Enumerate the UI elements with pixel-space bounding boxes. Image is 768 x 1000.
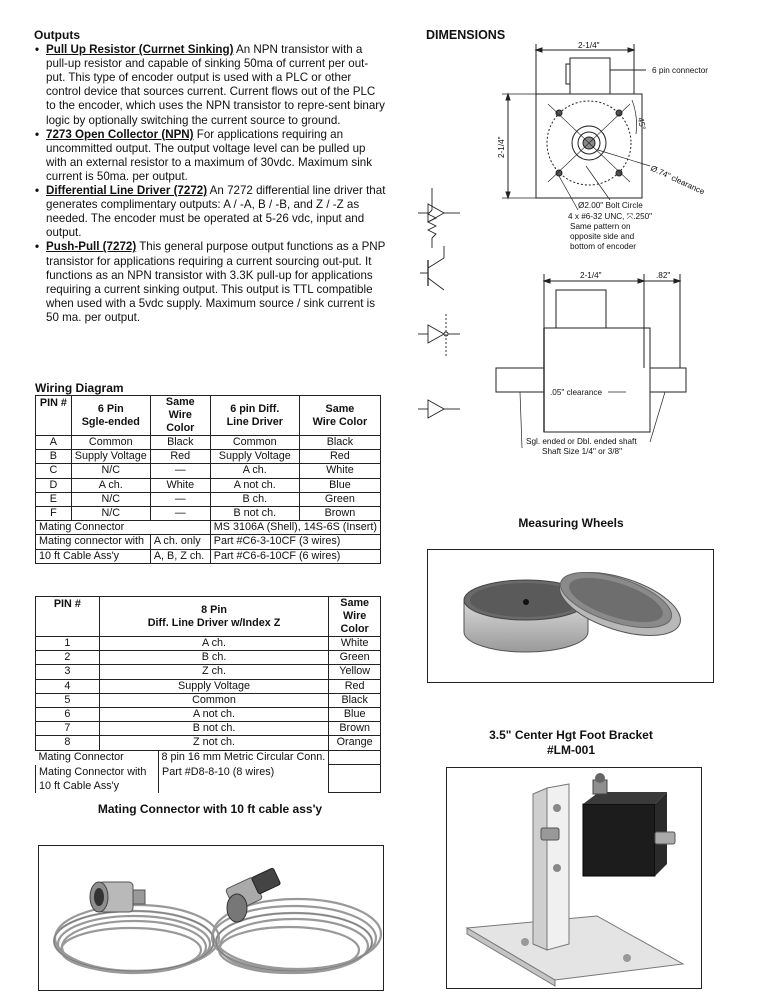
mating-label: Mating Connector bbox=[36, 521, 211, 535]
bracket-image bbox=[447, 768, 701, 988]
cell: — bbox=[150, 506, 210, 520]
dim-height-left: 2-1/4" bbox=[497, 136, 506, 158]
cell: B not ch. bbox=[99, 722, 329, 736]
wiring-table-6pin bbox=[35, 395, 381, 564]
dim-note-line: bottom of encoder bbox=[570, 242, 636, 251]
dim-connector: 6 pin connector bbox=[652, 66, 708, 75]
foot-bracket-photo bbox=[446, 767, 702, 989]
table-row bbox=[36, 679, 381, 693]
cell: Blue bbox=[329, 707, 381, 721]
cell: B bbox=[36, 450, 72, 464]
dim-note-line: Same pattern on bbox=[570, 222, 631, 231]
cell: Supply Voltage bbox=[99, 679, 329, 693]
col-header: Same Wire Color bbox=[299, 396, 380, 436]
cell: A ch. bbox=[99, 637, 329, 651]
wiring-table-8pin bbox=[35, 596, 381, 793]
cell: 1 bbox=[36, 637, 100, 651]
output-term: Push-Pull (7272) bbox=[46, 240, 137, 254]
cell: Orange bbox=[329, 736, 381, 750]
cell: Red bbox=[150, 450, 210, 464]
cable-label: 10 ft Cable Ass'y bbox=[39, 779, 120, 792]
measuring-wheels-photo bbox=[427, 549, 714, 683]
cable-part: Part #D8-8-10 (8 wires) bbox=[162, 765, 275, 778]
cell: B ch. bbox=[210, 492, 299, 506]
cell: Supply Voltage bbox=[71, 450, 150, 464]
cell: A ch. bbox=[71, 478, 150, 492]
cell: White bbox=[329, 637, 381, 651]
col-header: Same Wire Color bbox=[329, 597, 381, 637]
cable-part: Part #C6-6-10CF (6 wires) bbox=[210, 549, 380, 563]
cell: Common bbox=[71, 436, 150, 450]
output-term: 7273 Open Collector (NPN) bbox=[46, 127, 194, 141]
cell: D bbox=[36, 478, 72, 492]
cable-label: Mating Connector with bbox=[39, 765, 147, 778]
col-header: PIN # bbox=[36, 597, 100, 637]
table-row bbox=[36, 492, 381, 506]
dim-angle: 45° bbox=[636, 116, 648, 131]
table-row bbox=[36, 450, 381, 464]
cell: Black bbox=[299, 436, 380, 450]
mating-value: MS 3106A (Shell), 14S-6S (Insert) bbox=[210, 521, 380, 535]
cell: 2 bbox=[36, 651, 100, 665]
cell: Common bbox=[99, 693, 329, 707]
table-row-cable bbox=[36, 765, 381, 793]
cell: Z not ch. bbox=[99, 736, 329, 750]
table-row bbox=[36, 506, 381, 520]
dim-bolt-circle: Ø2.00" Bolt Circle bbox=[578, 201, 643, 210]
dimensions-drawing bbox=[400, 38, 768, 468]
output-desc: For applications requiring an uncommitted output. The output voltage level can be pulled up with an external resistor to a maximum of 30vdc. Maximum sink current is 50ma. per output. bbox=[46, 127, 373, 183]
cell: White bbox=[150, 478, 210, 492]
caption-measuring-wheels: Measuring Wheels bbox=[518, 516, 624, 530]
table-row bbox=[36, 693, 381, 707]
cell: Black bbox=[150, 436, 210, 450]
cell: A bbox=[36, 436, 72, 450]
cell: 8 bbox=[36, 736, 100, 750]
dim-side-offset: .82" bbox=[656, 271, 671, 280]
dim-shaft-size: Shaft Size 1/4" or 3/8" bbox=[542, 447, 623, 456]
col-header: Same Wire Color bbox=[150, 396, 210, 436]
cable-option: A ch. only bbox=[150, 535, 210, 549]
wiring-diagram-title: Wiring Diagram bbox=[35, 381, 124, 395]
cell: Supply Voltage bbox=[210, 450, 299, 464]
cell: White bbox=[299, 464, 380, 478]
caption-bracket bbox=[427, 728, 715, 758]
mating-label: Mating Connector bbox=[36, 751, 159, 765]
bracket-title: 3.5" Center Hgt Foot Bracket bbox=[489, 728, 653, 742]
cell: Common bbox=[210, 436, 299, 450]
cell: F bbox=[36, 506, 72, 520]
cell: Black bbox=[329, 693, 381, 707]
dim-side-width: 2-1/4" bbox=[580, 271, 602, 280]
col-header: 6 pin Diff. Line Driver bbox=[210, 396, 299, 436]
cable-coil-image bbox=[39, 846, 383, 990]
cable-label: Mating connector with bbox=[36, 535, 151, 549]
dim-width-top: 2-1/4" bbox=[578, 41, 600, 50]
cell: N/C bbox=[71, 506, 150, 520]
output-desc: This general purpose output functions as a PNP transistor for applications requiring a current sourcing out-put. It functions as an NPN transistor with 3.3K pull-up for applications requiring a current sinking output. This output is TTL compatible when used with a 5vdc supply. Maximum source / sink current is 50 ma. per output. bbox=[46, 240, 386, 324]
table-header-row bbox=[36, 597, 381, 637]
cable-label: 10 ft Cable Ass'y bbox=[36, 549, 151, 563]
table-row bbox=[36, 665, 381, 679]
cell: 6 bbox=[36, 707, 100, 721]
wheels-image bbox=[428, 550, 713, 682]
table-row-mating bbox=[36, 750, 381, 765]
col-header: 8 Pin Diff. Line Driver w/Index Z bbox=[99, 597, 329, 637]
cell: Red bbox=[329, 679, 381, 693]
output-term: Pull Up Resistor (Currnet Sinking) bbox=[46, 43, 234, 57]
cell: Green bbox=[299, 492, 380, 506]
cell: — bbox=[150, 492, 210, 506]
mating-connector-photo bbox=[38, 845, 384, 991]
cable-option: A, B, Z ch. bbox=[150, 549, 210, 563]
dim-side-clearance: .05" clearance bbox=[550, 388, 603, 397]
output-item-push-pull bbox=[34, 240, 386, 325]
table-row bbox=[36, 478, 381, 492]
table-row-cable bbox=[36, 535, 381, 549]
dim-holes: 4 x #6-32 UNC, ⤧.250" bbox=[568, 212, 653, 221]
outputs-section bbox=[34, 28, 386, 325]
table-row-cable bbox=[36, 549, 381, 563]
table-header-row bbox=[36, 396, 381, 436]
cable-part: Part #C6-3-10CF (3 wires) bbox=[210, 535, 380, 549]
output-item-line-driver bbox=[34, 184, 386, 240]
cell: 7 bbox=[36, 722, 100, 736]
cell: E bbox=[36, 492, 72, 506]
table-row bbox=[36, 651, 381, 665]
cell: 5 bbox=[36, 693, 100, 707]
cell: — bbox=[150, 464, 210, 478]
dim-note-line: opposite side and bbox=[570, 232, 635, 241]
cell: Green bbox=[329, 651, 381, 665]
outputs-list bbox=[34, 43, 386, 325]
table-row bbox=[36, 436, 381, 450]
mating-value: 8 pin 16 mm Metric Circular Conn. bbox=[161, 750, 326, 763]
table-row bbox=[36, 464, 381, 478]
table-row bbox=[36, 736, 381, 750]
output-item-open-collector bbox=[34, 128, 386, 184]
cell: N/C bbox=[71, 464, 150, 478]
cell: Red bbox=[299, 450, 380, 464]
col-header: 6 Pin Sgle-ended bbox=[71, 396, 150, 436]
cell: A not ch. bbox=[99, 707, 329, 721]
cell: A ch. bbox=[210, 464, 299, 478]
outputs-heading: Outputs bbox=[34, 28, 80, 42]
cell: A not ch. bbox=[210, 478, 299, 492]
table-row-mating bbox=[36, 521, 381, 535]
output-desc: An 7272 differential line driver that generates complimentary outputs: A / -A, B / -B, and Z / -Z as needed. The encoder must be operated at 5-26 vdc, input and output. bbox=[46, 184, 386, 240]
cell: Brown bbox=[299, 506, 380, 520]
cell: 4 bbox=[36, 679, 100, 693]
cell: N/C bbox=[71, 492, 150, 506]
col-header: PIN # bbox=[36, 396, 72, 436]
bracket-part: #LM-001 bbox=[546, 743, 596, 757]
output-item-pullup bbox=[34, 43, 386, 128]
output-term: Differential Line Driver (7272) bbox=[46, 184, 208, 198]
table-row bbox=[36, 637, 381, 651]
dim-hub-clearance: Ø.74" clearance bbox=[649, 163, 706, 197]
cell: Brown bbox=[329, 722, 381, 736]
caption-mating-connector: Mating Connector with 10 ft cable ass'y bbox=[97, 802, 323, 816]
cell: Yellow bbox=[329, 665, 381, 679]
cell: 3 bbox=[36, 665, 100, 679]
table-row bbox=[36, 722, 381, 736]
table-row bbox=[36, 707, 381, 721]
cell: B ch. bbox=[99, 651, 329, 665]
cell: Z ch. bbox=[99, 665, 329, 679]
dimensions-title: DIMENSIONS bbox=[426, 28, 506, 42]
output-desc: An NPN transistor with a pull-up resistor and capable of sinking 50ma of current per out-put. This type of encoder output is used with a PLC or other control device that sources current. Current flows out of the PLC to the encoder, which uses the NPN transistor to repre-sent binary logic by optionally switching the current source to ground. bbox=[46, 43, 385, 127]
dim-shaft-type: Sgl. ended or Dbl. ended shaft bbox=[526, 437, 637, 446]
cell: B not ch. bbox=[210, 506, 299, 520]
cell: C bbox=[36, 464, 72, 478]
cell: Blue bbox=[299, 478, 380, 492]
